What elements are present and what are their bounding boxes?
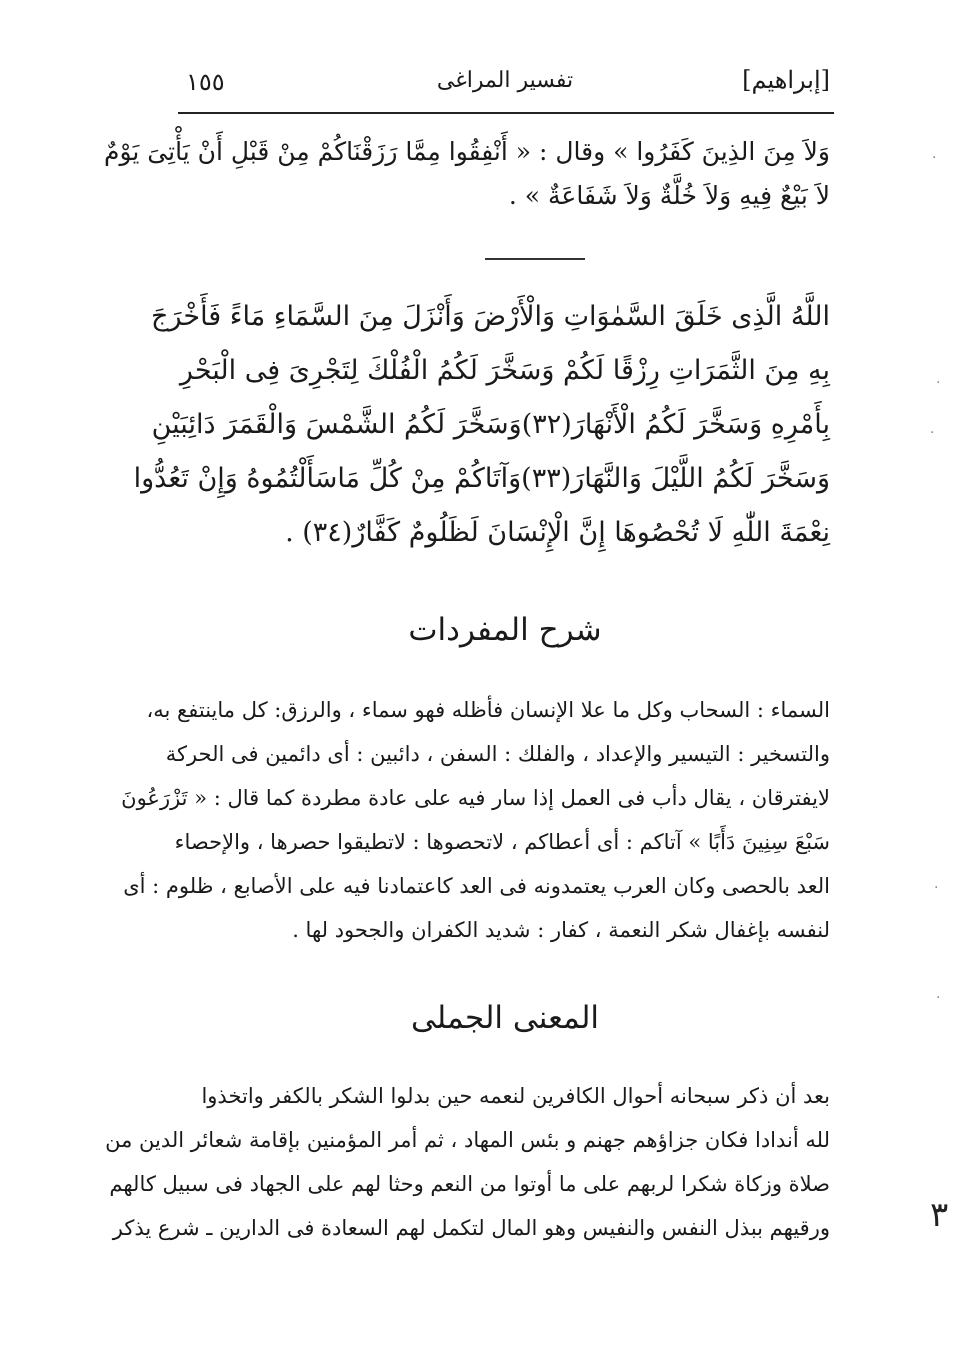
scan-speck: ·	[932, 150, 937, 166]
summary-line: ورقيهم ببذل النفس والنفيس وهو المال لتكمل لهم السعادة فى الدارين ـ شرع يذكر	[112, 1216, 830, 1240]
vocab-line: لنفسه بإغفال شكر النعمة ، كفار : شديد الكفران والجحود لها .	[292, 918, 830, 942]
vocab-paragraph	[121, 688, 830, 952]
quote-line: لاَ بَيْعٌ فِيهِ وَلاَ خُلَّةٌ وَلاَ شَفَاعَةٌ » .	[508, 181, 830, 210]
summary-heading: المعنى الجملى	[410, 1000, 600, 1036]
vocab-line: العد بالحصى وكان العرب يعتمدونه فى العد كاعتمادنا فيه على الأصابع ، ظلوم : أى	[123, 874, 830, 898]
scan-speck: ·	[936, 375, 941, 391]
verse-line: اللَّهُ الَّذِى خَلَقَ السَّمٰوَاتِ وَالْأَرْضَ وَأَنْزَلَ مِنَ السَّمَاءِ مَاءً فَأَخْرَجَ	[151, 301, 830, 332]
summary-line: صلاة وزكاة شكرا لربهم على ما أوتوا من النعم وحثا لهم على الجهاد فى سبيل كالهم	[109, 1172, 830, 1196]
page-number: ١٥٥	[186, 68, 225, 96]
vocab-line: سَبْعَ سِنِينَ دَأَبًا » آتاكم : أى أعطاكم ، لاتحصوها : لاتطيقوا حصرها ، والإحصاء	[174, 830, 830, 854]
header-rule	[178, 112, 834, 114]
running-header	[180, 66, 830, 106]
summary-line: بعد أن ذكر سبحانه أحوال الكافرين لنعمه حين بدلوا الشكر بالكفر واتخذوا	[201, 1084, 830, 1108]
vocab-line: لايفترقان ، يقال دأب فى العمل إذا سار فيه على عادة مطردة كما قال : « تَزْرَعُونَ	[121, 786, 830, 810]
verse-line: بِهِ مِنَ الثَّمَرَاتِ رِزْقًا لَكُمْ وَسَخَّرَ لَكُمُ الْفُلْكَ لِتَجْرِىَ فِى الْبَحْرِ	[179, 355, 830, 386]
chapter-label: [إبراهيم]	[742, 66, 830, 94]
verse-block	[133, 290, 830, 560]
scan-speck: ·	[936, 990, 941, 1006]
verse-line: نِعْمَةَ اللّٰهِ لَا تُحْصُوهَا إِنَّ الْإِنْسَانَ لَظَلُومٌ كَفَّارٌ(٣٤) .	[285, 517, 830, 548]
verse-line: بِأَمْرِهِ وَسَخَّرَ لَكُمُ الْأَنْهَارَ(٣٢)وَسَخَّرَ لَكُمُ الشَّمْسَ وَالْقَمَرَ دَائِبَيْنِ	[151, 409, 830, 440]
scan-speck: ·	[934, 880, 939, 896]
margin-mark: ٣	[930, 1195, 949, 1235]
quote-paragraph	[103, 130, 830, 218]
quote-line: وَلاَ مِنَ الذِينَ كَفَرُوا » وقال : « أَنْفِقُوا مِمَّا رَزَقْنَاكُمْ مِنْ قَبْلِ أَنْ يَأْتِىَ يَوْمٌ	[103, 137, 830, 166]
vocab-line: السماء : السحاب وكل ما علا الإنسان فأظله فهو سماء ، والرزق: كل ماينتفع به،	[146, 698, 830, 722]
section-separator	[485, 258, 585, 260]
summary-paragraph	[105, 1074, 830, 1250]
scan-speck: ·	[930, 425, 935, 441]
vocab-line: والتسخير : التيسير والإعداد ، والفلك : السفن ، دائبين : أى دائمين فى الحركة	[165, 742, 830, 766]
vocab-heading: شرح المفردات	[408, 612, 602, 648]
book-title: تفسير المراغى	[436, 68, 574, 93]
verse-line: وَسَخَّرَ لَكُمُ اللَّيْلَ وَالنَّهَارَ(٣٣)وَآتَاكُمْ مِنْ كُلِّ مَاسَأَلْتُمُوهُ وَإِنْ تَعُدُّوا	[133, 463, 830, 494]
summary-line: لله أندادا فكان جزاؤهم جهنم و بئس المهاد ، ثم أمر المؤمنين بإقامة شعائر الدين من	[105, 1128, 830, 1152]
